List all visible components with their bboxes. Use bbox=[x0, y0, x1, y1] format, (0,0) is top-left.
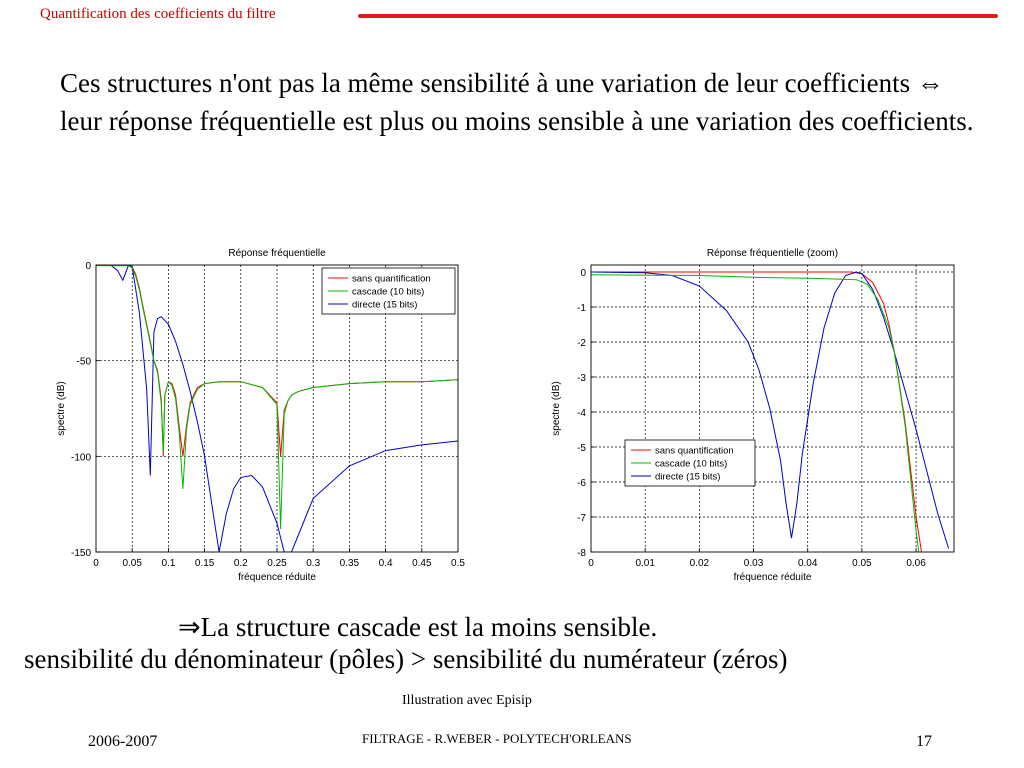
y-tick-label: -3 bbox=[577, 373, 586, 384]
x-tick-label: 0.06 bbox=[906, 558, 926, 569]
y-tick-label: 0 bbox=[85, 261, 91, 272]
y-tick-label: 0 bbox=[580, 268, 586, 279]
chart-frequency-response bbox=[50, 240, 475, 585]
x-axis-label: fréquence réduite bbox=[733, 572, 812, 583]
y-tick-label: -4 bbox=[577, 408, 586, 419]
y-tick-label: -5 bbox=[577, 443, 586, 454]
chart-frequency-response-svg bbox=[50, 240, 475, 585]
x-tick-label: 0.35 bbox=[339, 558, 360, 569]
y-tick-label: -50 bbox=[76, 356, 91, 368]
x-axis-label: fréquence réduite bbox=[238, 572, 316, 583]
x-tick-label: 0.2 bbox=[233, 558, 248, 569]
legend-label: sans quantification bbox=[655, 445, 734, 457]
y-tick-label: -6 bbox=[577, 478, 586, 489]
x-tick-label: 0.01 bbox=[635, 558, 655, 569]
chart-title: Réponse fréquentielle bbox=[228, 248, 326, 259]
y-tick-label: -8 bbox=[577, 548, 586, 559]
chart-title: Réponse fréquentielle (zoom) bbox=[706, 248, 839, 259]
x-tick-label: 0.04 bbox=[797, 558, 818, 569]
footer-page-number: 17 bbox=[916, 733, 932, 750]
plot-area bbox=[591, 265, 954, 552]
x-tick-label: 0.1 bbox=[161, 558, 176, 569]
slide-title: Quantification des coefficients du filtre bbox=[40, 6, 276, 22]
legend-label: cascade (10 bits) bbox=[655, 458, 728, 470]
x-tick-label: 0.05 bbox=[122, 558, 142, 569]
legend-label: sans quantification bbox=[352, 273, 431, 285]
y-tick-label: -2 bbox=[577, 338, 586, 349]
x-tick-label: 0.5 bbox=[451, 558, 465, 569]
legend-label: cascade (10 bits) bbox=[352, 286, 425, 298]
x-tick-label: 0.4 bbox=[378, 558, 393, 569]
chart-frequency-response-zoom-svg bbox=[545, 240, 970, 585]
conclusion-line-2: sensibilité du dénominateur (pôles) > sensibilité du numérateur (zéros) bbox=[24, 644, 788, 674]
figure-caption: Illustration avec Episip bbox=[402, 693, 532, 708]
y-axis-label: spectre (dB) bbox=[551, 381, 562, 436]
y-tick-label: -100 bbox=[70, 452, 91, 464]
x-tick-label: 0.25 bbox=[267, 558, 287, 569]
x-tick-label: 0.02 bbox=[689, 558, 710, 569]
y-tick-label: -150 bbox=[70, 548, 91, 559]
x-tick-label: 0.15 bbox=[194, 558, 215, 569]
footer-course: FILTRAGE - R.WEBER - POLYTECH'ORLEANS bbox=[362, 731, 632, 746]
y-axis-label: spectre (dB) bbox=[56, 381, 67, 436]
legend-label: directe (15 bits) bbox=[655, 471, 721, 483]
x-tick-label: 0.45 bbox=[412, 558, 432, 569]
conclusion-line-1: ⇒La structure cascade est la moins sensible. bbox=[178, 612, 658, 642]
header-rule bbox=[358, 14, 998, 18]
x-tick-label: 0.03 bbox=[743, 558, 764, 569]
footer-year: 2006-2007 bbox=[88, 733, 158, 750]
x-tick-label: 0 bbox=[93, 558, 99, 569]
legend-label: directe (15 bits) bbox=[352, 299, 418, 311]
x-tick-label: 0 bbox=[588, 558, 594, 569]
x-tick-label: 0.05 bbox=[852, 558, 872, 569]
y-tick-label: -7 bbox=[577, 513, 586, 524]
intro-text: Ces structures n'ont pas la même sensibilité à une variation de leur coefficients ⇔ leur réponse fréquentielle est plus ou moins sensible à une variation des coefficients. bbox=[60, 68, 974, 136]
x-tick-label: 0.3 bbox=[306, 558, 321, 569]
y-tick-label: -1 bbox=[577, 303, 586, 314]
chart-frequency-response-zoom bbox=[545, 240, 970, 585]
